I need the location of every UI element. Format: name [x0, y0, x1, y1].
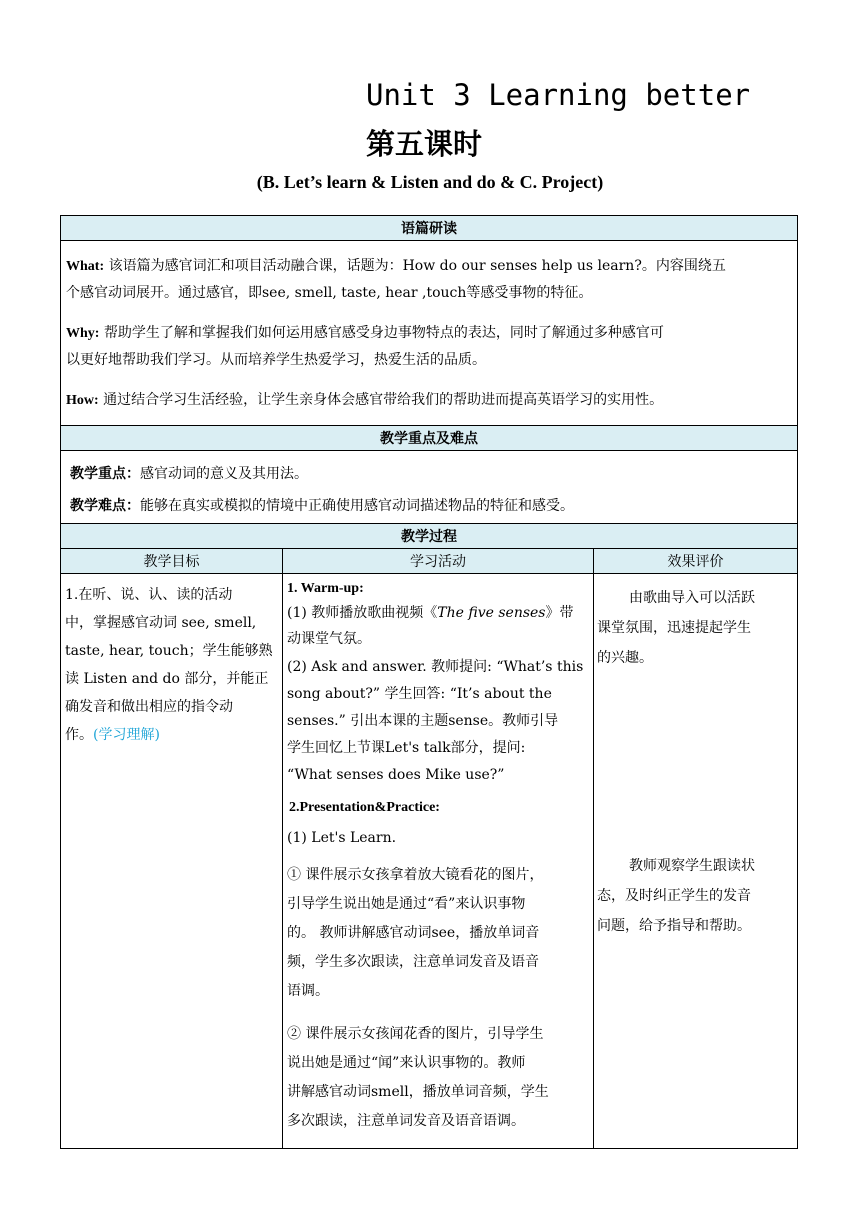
goal-cell	[61, 574, 283, 1149]
why-text-2: 以更好地帮助我们学习。从而培养学生热爱学习，热爱生活的品质。	[66, 352, 486, 368]
why-paragraph	[66, 320, 791, 373]
column-header-evaluation: 效果评价	[594, 549, 798, 574]
title-english: Unit 3 Learning better	[366, 78, 751, 112]
warmup-step-1-c: 动课堂气氛。	[287, 631, 371, 647]
learn-step-smell-line: 说出她是通过“闻”来认识事物的。教师	[287, 1055, 526, 1071]
analysis-heading: 语篇研读	[61, 216, 798, 241]
subtitle: (B. Let’s learn & Listen and do & C. Project)	[256, 172, 604, 192]
goal-line: 中，掌握感官动词 see, smell,	[65, 615, 257, 631]
lesson-plan-table	[60, 215, 798, 1149]
activity-cell	[283, 574, 594, 1149]
learn-step-see-line: ① 课件展示女孩拿着放大镜看花的图片，	[287, 867, 544, 883]
evaluation-1-line: 课堂氛围，迅速提起学生	[597, 620, 751, 636]
difficult-point	[70, 493, 791, 519]
warmup-title: 1. Warm-up:	[287, 581, 364, 596]
learn-step-see-line: 频，学生多次跟读，注意单词发音及语音	[287, 954, 539, 970]
focus-heading: 教学重点及难点	[61, 426, 798, 451]
focus-row	[61, 451, 798, 524]
goal-tag: (学习理解)	[93, 727, 160, 743]
warmup-step-2-line: “What senses does Mike use?”	[287, 767, 505, 783]
key-point-label: 教学重点：	[70, 466, 140, 482]
goal-line: 确发音和做出相应的指令动	[65, 699, 233, 715]
analysis-heading-row	[61, 216, 798, 241]
warmup-step-2-line: senses.” 引出本课的主题sense。教师引导	[287, 713, 559, 729]
focus-cell	[61, 451, 798, 524]
warmup-step-1	[287, 600, 590, 652]
warmup-step-2-line: 学生回忆上节课Let's talk部分，提问:	[287, 740, 526, 756]
process-heading-row	[61, 524, 798, 549]
learn-title: (1) Let's Learn.	[287, 830, 397, 846]
learn-step-see-line: 的。 教师讲解感官动词see，播放单词音	[287, 925, 540, 941]
what-text-2: 个感官动词展开。通过感官，即see, smell, taste, hear ,touch等感受事物的特征。	[66, 285, 593, 301]
difficult-point-label: 教学难点：	[70, 498, 140, 514]
column-header-activity: 学习活动	[283, 549, 594, 574]
goal-line: 1.在听、说、认、读的活动	[65, 587, 233, 603]
warmup-step-2-line: (2) Ask and answer. 教师提问: “What’s this	[287, 659, 584, 675]
evaluation-2-line: 态，及时纠正学生的发音	[597, 888, 751, 904]
how-paragraph	[66, 387, 791, 414]
warmup-step-1-a: (1) 教师播放歌曲视频《	[287, 605, 438, 621]
analysis-row	[61, 241, 798, 426]
focus-heading-row	[61, 426, 798, 451]
process-heading: 教学过程	[61, 524, 798, 549]
process-column-headers	[61, 549, 798, 574]
learn-step-see-line: 语调。	[287, 983, 329, 999]
learn-step-smell	[287, 1020, 590, 1136]
learn-step-smell-line: 讲解感官动词smell，播放单词音频，学生	[287, 1084, 549, 1100]
analysis-cell	[61, 241, 798, 426]
learn-step-smell-line: 多次跟读，注意单词发音及语音语调。	[287, 1113, 525, 1129]
why-label: Why:	[66, 326, 100, 341]
process-row	[61, 574, 798, 1149]
warmup-step-1-b: 》带	[545, 605, 574, 621]
learn-step-see	[287, 861, 590, 1006]
difficult-point-text: 能够在真实或模拟的情境中正确使用感官动词描述物品的特征和感受。	[140, 498, 574, 514]
learn-step-see-line: 引导学生说出她是通过“看”来认识事物	[287, 896, 526, 912]
key-point-text: 感官动词的意义及其用法。	[140, 466, 308, 482]
presentation-title: 2.Presentation&Practice:	[289, 800, 440, 815]
evaluation-2-line: 教师观察学生跟读状	[629, 858, 755, 874]
warmup-step-2	[287, 654, 590, 789]
title-chinese: 第五课时	[366, 127, 483, 161]
column-header-goal: 教学目标	[61, 549, 283, 574]
what-paragraph	[66, 253, 791, 306]
learn-step-smell-line: ② 课件展示女孩闻花香的图片，引导学生	[287, 1026, 544, 1042]
how-text: 通过结合学习生活经验，让学生亲身体会感官带给我们的帮助进而提高英语学习的实用性。	[103, 392, 664, 408]
goal-line: 读 Listen and do 部分，并能正	[65, 671, 269, 687]
evaluation-1-line: 由歌曲导入可以活跃	[629, 590, 755, 606]
evaluation-1-line: 的兴趣。	[597, 650, 653, 666]
warmup-step-2-line: song about?” 学生回答: “It’s about the	[287, 686, 552, 702]
key-point	[70, 461, 791, 487]
what-label: What:	[66, 259, 105, 274]
goal-last-text: 作。	[65, 727, 93, 743]
evaluation-2-line: 问题，给予指导和帮助。	[597, 918, 751, 934]
goal-line: taste, hear, touch；学生能够熟	[65, 643, 273, 659]
song-title: The five senses	[437, 605, 546, 621]
goal-line	[65, 721, 278, 749]
why-text-1: 帮助学生了解和掌握我们如何运用感官感受身边事物特点的表达，同时了解通过多种感官可	[103, 325, 664, 341]
how-label: How:	[66, 393, 99, 408]
evaluation-cell	[594, 574, 798, 1149]
what-text-1: 该语篇为感官词汇和项目活动融合课，话题为：How do our senses help us learn?。内容围绕五	[108, 258, 726, 274]
